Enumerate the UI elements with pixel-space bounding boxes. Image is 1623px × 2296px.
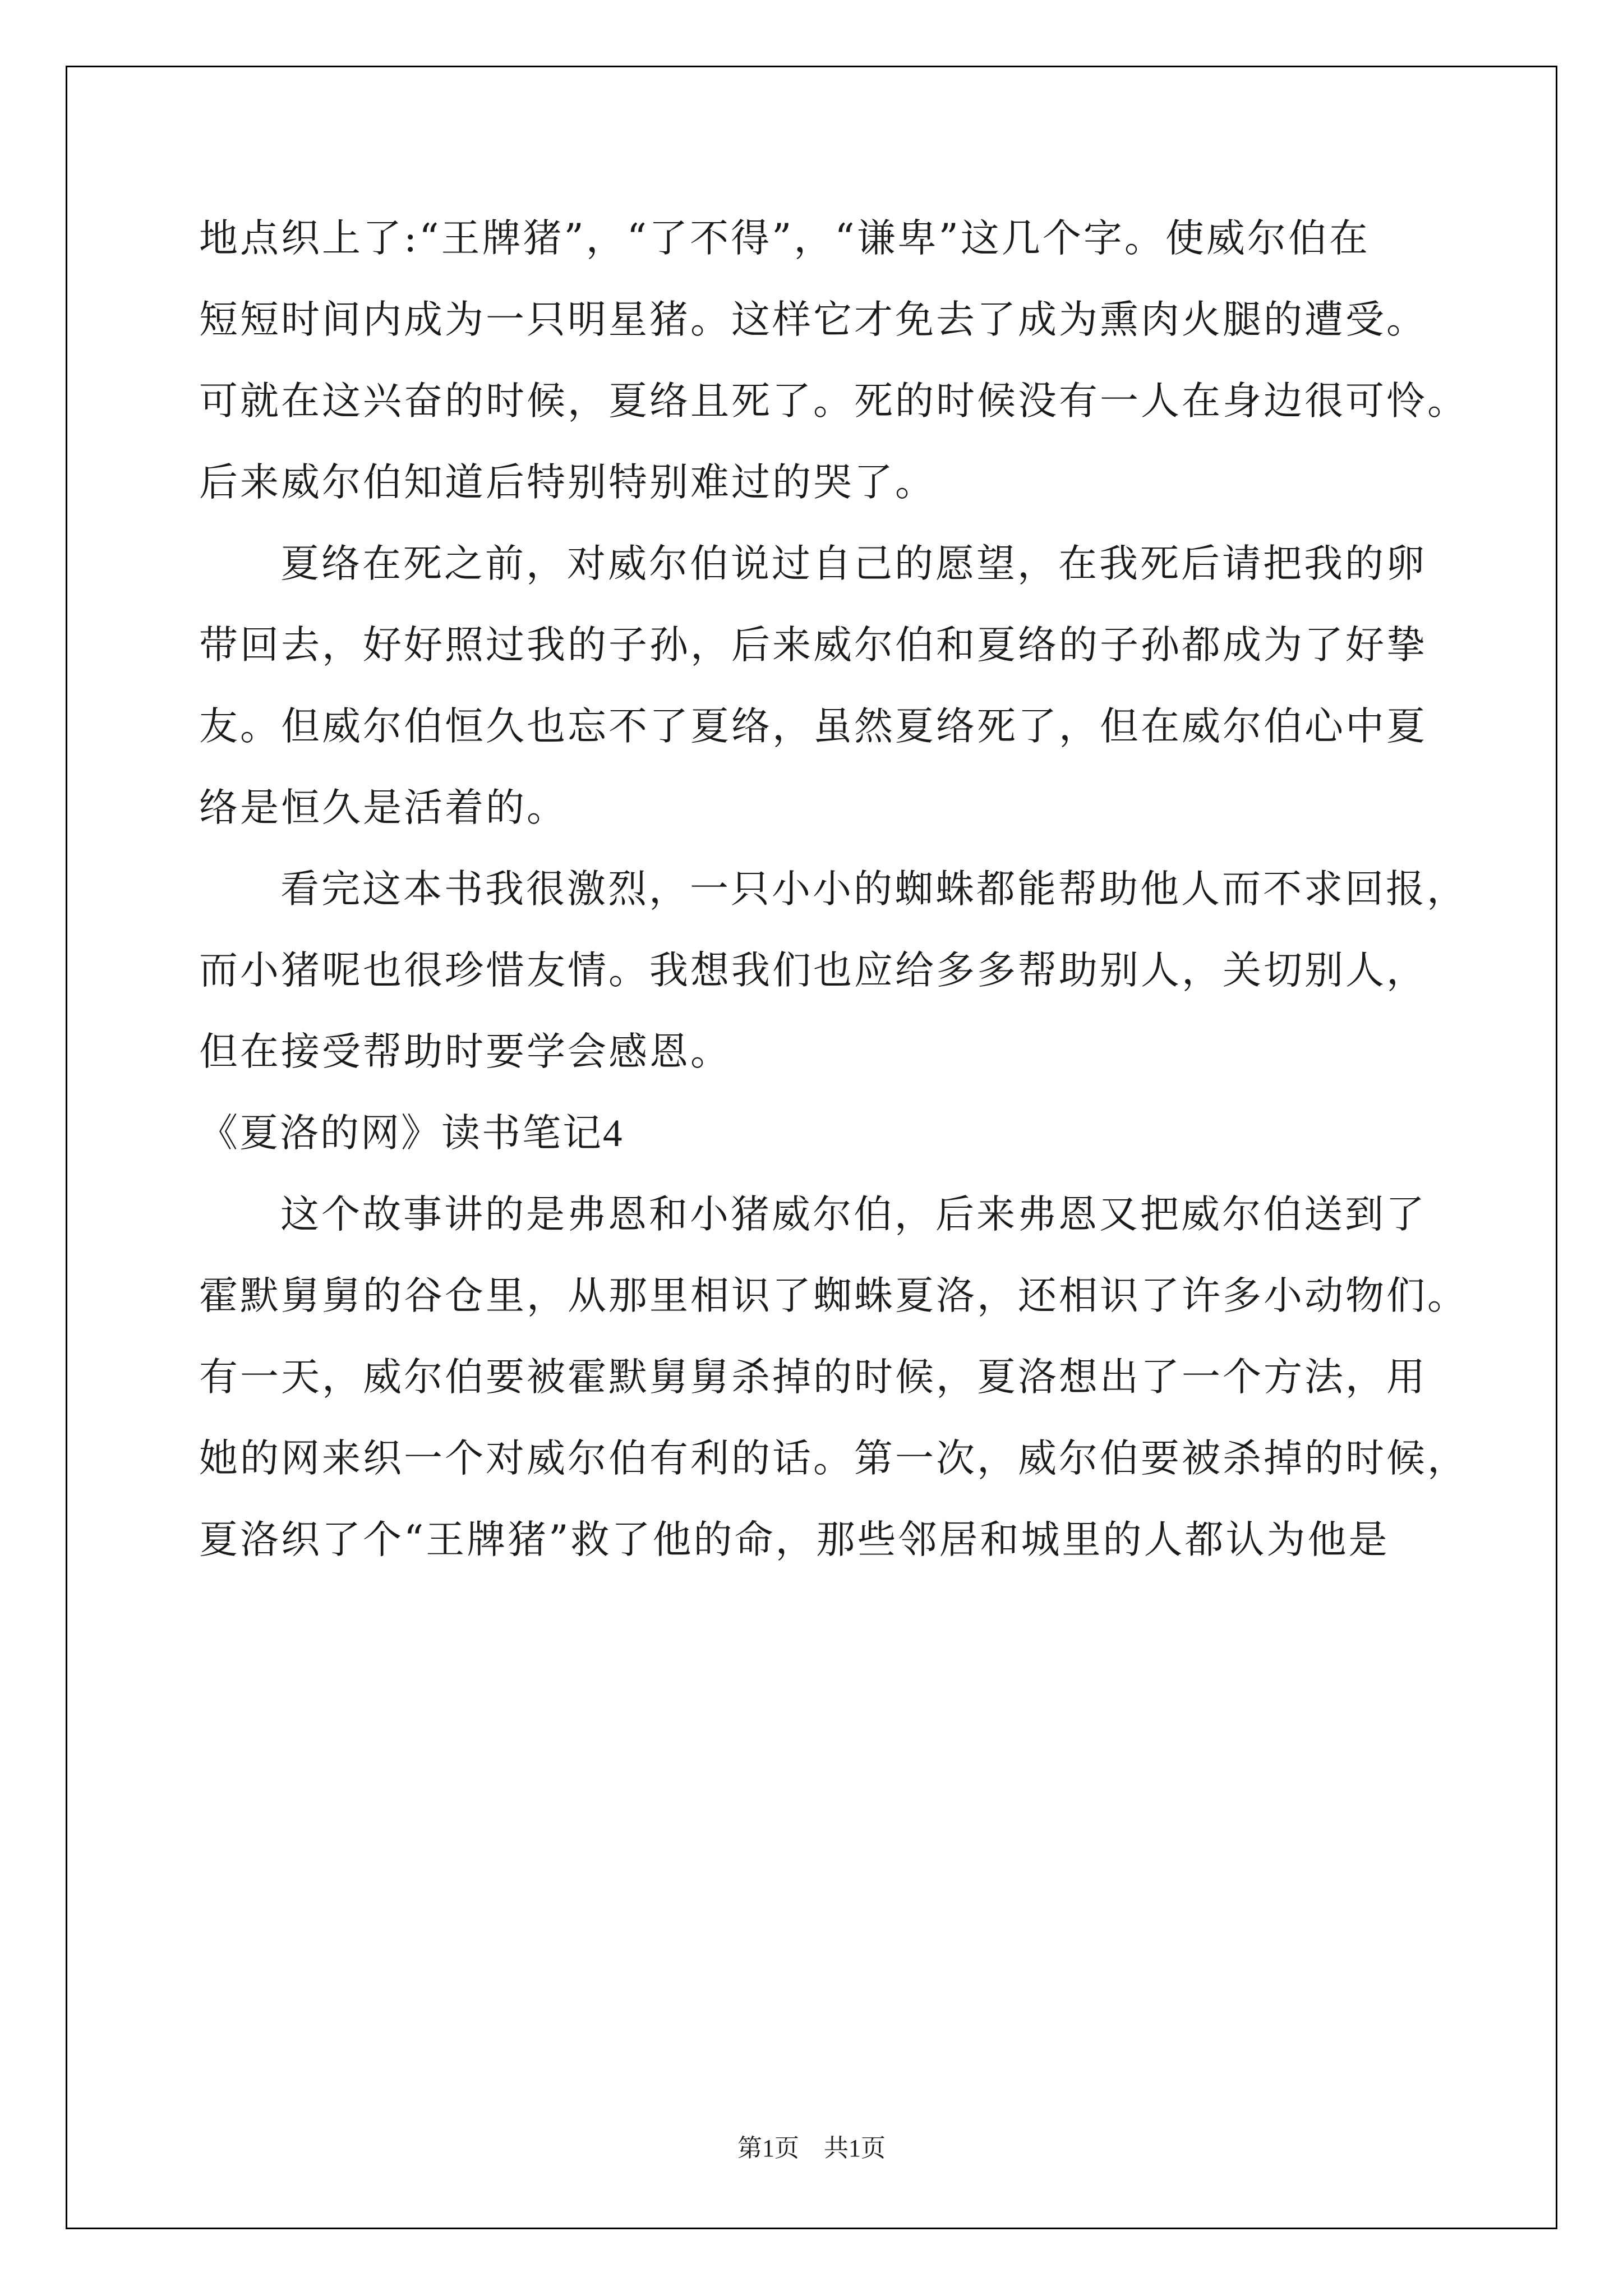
text-line: 她的网来织一个对威尔伯有利的话。第一次，威尔伯要被杀掉的时候，	[199, 1436, 1468, 1481]
text-line: 友。但威尔伯恒久也忘不了夏络，虽然夏络死了，但在威尔伯心中夏	[199, 704, 1427, 749]
text-line: 但在接受帮助时要学会感恩。	[199, 1029, 731, 1074]
text-line: 夏洛织了个“王牌猪”救了他的命，那些邻居和城里的人都认为他是	[199, 1517, 1390, 1562]
text-line: 络是恒久是活着的。	[199, 785, 568, 830]
text-line: 可就在这兴奋的时候，夏络且死了。死的时候没有一人在身边很可怜。	[199, 379, 1468, 424]
text-line: 后来威尔伯知道后特别特别难过的哭了。	[199, 460, 936, 505]
text-line: 短短时间内成为一只明星猪。这样它才免去了成为熏肉火腿的遭受。	[199, 297, 1427, 342]
text-line: 有一天，威尔伯要被霍默舅舅杀掉的时候，夏洛想出了一个方法，用	[199, 1355, 1427, 1400]
text-line: 而小猪呢也很珍惜友情。我想我们也应给多多帮助别人，关切别人，	[199, 948, 1427, 993]
page-total: 共1页	[824, 2134, 886, 2162]
text-line: 霍默舅舅的谷仓里，从那里相识了蜘蛛夏洛，还相识了许多小动物们。	[199, 1273, 1468, 1318]
text-line: 夏络在死之前，对威尔伯说过自己的愿望，在我死后请把我的卵	[280, 541, 1427, 586]
page-number: 第1页	[737, 2134, 799, 2162]
section-heading: 《夏洛的网》读书笔记4	[199, 1112, 624, 1154]
text-line: 这个故事讲的是弗恩和小猪威尔伯，后来弗恩又把威尔伯送到了	[280, 1192, 1427, 1237]
text-line: 看完这本书我很激烈，一只小小的蜘蛛都能帮助他人而不求回报，	[280, 867, 1468, 912]
text-line: 地点织上了:“王牌猪”，“了不得”，“谦卑”这几个字。使威尔伯在	[199, 216, 1370, 261]
text-line: 带回去，好好照过我的子孙，后来威尔伯和夏络的子孙都成为了好挚	[199, 623, 1427, 668]
page-footer	[0, 2132, 1623, 2165]
